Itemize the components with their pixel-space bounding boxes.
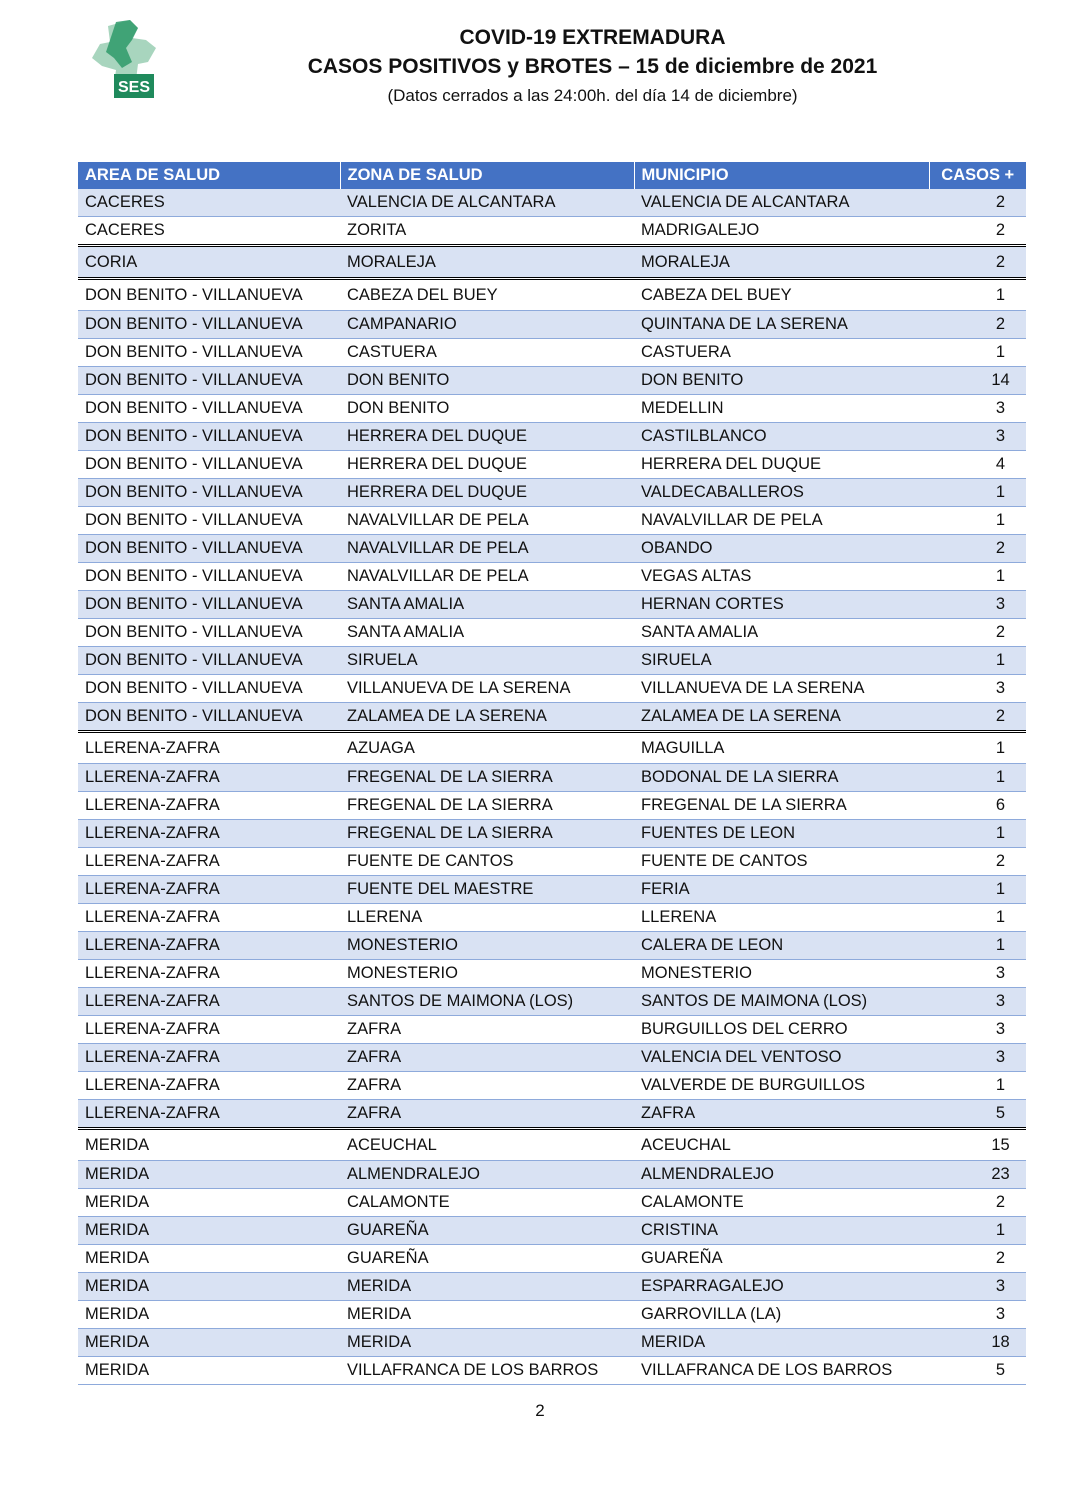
- area-cell: DON BENITO - VILLANUEVA: [78, 619, 340, 647]
- zone-cell: CASTUERA: [340, 339, 634, 367]
- cases-cell: 5: [929, 1357, 1026, 1385]
- cases-cell: 2: [929, 848, 1026, 876]
- table-row: [78, 395, 1026, 423]
- cases-cell: 1: [929, 904, 1026, 932]
- table-row: [78, 1072, 1026, 1100]
- cases-cell: 1: [929, 647, 1026, 675]
- area-cell: DON BENITO - VILLANUEVA: [78, 675, 340, 703]
- municipality-cell: ZAFRA: [634, 1100, 929, 1129]
- table-row: [78, 1245, 1026, 1273]
- zone-cell: ALMENDRALEJO: [340, 1161, 634, 1189]
- cases-cell: 1: [929, 1217, 1026, 1245]
- cases-cell: 1: [929, 1072, 1026, 1100]
- area-cell: MERIDA: [78, 1217, 340, 1245]
- cases-cell: 2: [929, 1245, 1026, 1273]
- ses-cross-logo-icon: [86, 18, 170, 102]
- cases-cell: 3: [929, 1044, 1026, 1072]
- area-cell: MERIDA: [78, 1273, 340, 1301]
- table-row: [78, 423, 1026, 451]
- table-row: [78, 703, 1026, 732]
- municipality-cell: QUINTANA DE LA SERENA: [634, 311, 929, 339]
- zone-cell: VALENCIA DE ALCANTARA: [340, 189, 634, 217]
- cases-cell: 1: [929, 732, 1026, 764]
- cases-cell: 3: [929, 960, 1026, 988]
- municipality-cell: VALENCIA DE ALCANTARA: [634, 189, 929, 217]
- area-cell: DON BENITO - VILLANUEVA: [78, 591, 340, 619]
- area-cell: DON BENITO - VILLANUEVA: [78, 339, 340, 367]
- table-header-row: [78, 162, 1026, 189]
- zone-cell: ZORITA: [340, 217, 634, 246]
- column-header: CASOS +: [929, 162, 1026, 189]
- area-cell: DON BENITO - VILLANUEVA: [78, 563, 340, 591]
- cases-cell: 1: [929, 479, 1026, 507]
- cases-cell: 1: [929, 563, 1026, 591]
- municipality-cell: CRISTINA: [634, 1217, 929, 1245]
- zone-cell: GUAREÑA: [340, 1217, 634, 1245]
- cases-cell: 2: [929, 217, 1026, 246]
- municipality-cell: CALERA DE LEON: [634, 932, 929, 960]
- table-row: [78, 479, 1026, 507]
- cases-table: [78, 162, 1026, 1385]
- ses-logo: [86, 18, 170, 102]
- area-cell: LLERENA-ZAFRA: [78, 876, 340, 904]
- page-subtitle: CASOS POSITIVOS y BROTES – 15 de diciembre de 2021: [307, 55, 878, 78]
- cases-cell: 1: [929, 339, 1026, 367]
- municipality-cell: MAGUILLA: [634, 732, 929, 764]
- table-row: [78, 279, 1026, 311]
- zone-cell: DON BENITO: [340, 367, 634, 395]
- area-cell: MERIDA: [78, 1245, 340, 1273]
- cases-cell: 2: [929, 619, 1026, 647]
- cases-cell: 3: [929, 988, 1026, 1016]
- column-header: AREA DE SALUD: [78, 162, 340, 189]
- area-cell: DON BENITO - VILLANUEVA: [78, 451, 340, 479]
- area-cell: CORIA: [78, 246, 340, 279]
- zone-cell: SANTA AMALIA: [340, 591, 634, 619]
- municipality-cell: FREGENAL DE LA SIERRA: [634, 792, 929, 820]
- zone-cell: MERIDA: [340, 1301, 634, 1329]
- zone-cell: HERRERA DEL DUQUE: [340, 423, 634, 451]
- table-row: [78, 904, 1026, 932]
- cases-cell: 14: [929, 367, 1026, 395]
- municipality-cell: MONESTERIO: [634, 960, 929, 988]
- cases-cell: 1: [929, 820, 1026, 848]
- area-cell: LLERENA-ZAFRA: [78, 904, 340, 932]
- area-cell: DON BENITO - VILLANUEVA: [78, 703, 340, 732]
- cases-cell: 23: [929, 1161, 1026, 1189]
- municipality-cell: SANTOS DE MAIMONA (LOS): [634, 988, 929, 1016]
- table-row: [78, 675, 1026, 703]
- cases-cell: 3: [929, 395, 1026, 423]
- table-row: [78, 1357, 1026, 1385]
- municipality-cell: VALVERDE DE BURGUILLOS: [634, 1072, 929, 1100]
- zone-cell: ZALAMEA DE LA SERENA: [340, 703, 634, 732]
- municipality-cell: VEGAS ALTAS: [634, 563, 929, 591]
- zone-cell: ZAFRA: [340, 1044, 634, 1072]
- municipality-cell: VALENCIA DEL VENTOSO: [634, 1044, 929, 1072]
- area-cell: DON BENITO - VILLANUEVA: [78, 507, 340, 535]
- area-cell: DON BENITO - VILLANUEVA: [78, 479, 340, 507]
- cases-cell: 3: [929, 423, 1026, 451]
- area-cell: LLERENA-ZAFRA: [78, 848, 340, 876]
- municipality-cell: HERNAN CORTES: [634, 591, 929, 619]
- municipality-cell: NAVALVILLAR DE PELA: [634, 507, 929, 535]
- zone-cell: ZAFRA: [340, 1016, 634, 1044]
- cases-cell: 2: [929, 246, 1026, 279]
- table-row: [78, 876, 1026, 904]
- zone-cell: AZUAGA: [340, 732, 634, 764]
- cases-cell: 15: [929, 1129, 1026, 1161]
- zone-cell: CALAMONTE: [340, 1189, 634, 1217]
- cases-cell: 3: [929, 591, 1026, 619]
- table-row: [78, 1129, 1026, 1161]
- area-cell: DON BENITO - VILLANUEVA: [78, 395, 340, 423]
- zone-cell: FREGENAL DE LA SIERRA: [340, 792, 634, 820]
- area-cell: DON BENITO - VILLANUEVA: [78, 535, 340, 563]
- municipality-cell: LLERENA: [634, 904, 929, 932]
- municipality-cell: MORALEJA: [634, 246, 929, 279]
- table-row: [78, 451, 1026, 479]
- table-row: [78, 367, 1026, 395]
- municipality-cell: ALMENDRALEJO: [634, 1161, 929, 1189]
- table-row: [78, 848, 1026, 876]
- area-cell: MERIDA: [78, 1329, 340, 1357]
- cases-cell: 3: [929, 675, 1026, 703]
- column-header: MUNICIPIO: [634, 162, 929, 189]
- municipality-cell: ZALAMEA DE LA SERENA: [634, 703, 929, 732]
- municipality-cell: DON BENITO: [634, 367, 929, 395]
- zone-cell: ZAFRA: [340, 1072, 634, 1100]
- cases-cell: 1: [929, 279, 1026, 311]
- municipality-cell: MERIDA: [634, 1329, 929, 1357]
- table-row: [78, 1329, 1026, 1357]
- table-row: [78, 339, 1026, 367]
- data-note: (Datos cerrados a las 24:00h. del día 14 de diciembre): [387, 86, 798, 105]
- cases-cell: 2: [929, 535, 1026, 563]
- zone-cell: CAMPANARIO: [340, 311, 634, 339]
- cases-cell: 2: [929, 703, 1026, 732]
- table-row: [78, 591, 1026, 619]
- cases-cell: 3: [929, 1273, 1026, 1301]
- municipality-cell: MADRIGALEJO: [634, 217, 929, 246]
- zone-cell: FREGENAL DE LA SIERRA: [340, 764, 634, 792]
- area-cell: LLERENA-ZAFRA: [78, 988, 340, 1016]
- table-row: [78, 619, 1026, 647]
- area-cell: LLERENA-ZAFRA: [78, 1044, 340, 1072]
- zone-cell: MERIDA: [340, 1273, 634, 1301]
- page-title: COVID-19 EXTREMADURA: [459, 26, 726, 49]
- table-row: [78, 764, 1026, 792]
- zone-cell: VILLANUEVA DE LA SERENA: [340, 675, 634, 703]
- table-row: [78, 1044, 1026, 1072]
- zone-cell: MERIDA: [340, 1329, 634, 1357]
- municipality-cell: BURGUILLOS DEL CERRO: [634, 1016, 929, 1044]
- zone-cell: HERRERA DEL DUQUE: [340, 451, 634, 479]
- municipality-cell: CABEZA DEL BUEY: [634, 279, 929, 311]
- table-body: [78, 189, 1026, 1385]
- table-row: [78, 792, 1026, 820]
- table-row: [78, 932, 1026, 960]
- area-cell: LLERENA-ZAFRA: [78, 932, 340, 960]
- zone-cell: NAVALVILLAR DE PELA: [340, 535, 634, 563]
- table-row: [78, 217, 1026, 246]
- area-cell: LLERENA-ZAFRA: [78, 792, 340, 820]
- table-row: [78, 647, 1026, 675]
- area-cell: LLERENA-ZAFRA: [78, 764, 340, 792]
- municipality-cell: FUENTE DE CANTOS: [634, 848, 929, 876]
- area-cell: MERIDA: [78, 1189, 340, 1217]
- municipality-cell: ESPARRAGALEJO: [634, 1273, 929, 1301]
- table-row: [78, 507, 1026, 535]
- cases-cell: 18: [929, 1329, 1026, 1357]
- cases-cell: 2: [929, 311, 1026, 339]
- zone-cell: CABEZA DEL BUEY: [340, 279, 634, 311]
- cases-cell: 3: [929, 1016, 1026, 1044]
- area-cell: MERIDA: [78, 1301, 340, 1329]
- municipality-cell: HERRERA DEL DUQUE: [634, 451, 929, 479]
- cases-cell: 2: [929, 189, 1026, 217]
- logo-text: SES: [117, 79, 151, 96]
- cases-cell: 5: [929, 1100, 1026, 1129]
- table-row: [78, 311, 1026, 339]
- table-row: [78, 1161, 1026, 1189]
- municipality-cell: SIRUELA: [634, 647, 929, 675]
- zone-cell: GUAREÑA: [340, 1245, 634, 1273]
- area-cell: CACERES: [78, 189, 340, 217]
- municipality-cell: BODONAL DE LA SIERRA: [634, 764, 929, 792]
- page-number: 2: [535, 1401, 545, 1420]
- document-header: [160, 24, 1025, 110]
- cases-cell: 1: [929, 932, 1026, 960]
- area-cell: DON BENITO - VILLANUEVA: [78, 647, 340, 675]
- area-cell: MERIDA: [78, 1357, 340, 1385]
- table-row: [78, 732, 1026, 764]
- municipality-cell: VILLANUEVA DE LA SERENA: [634, 675, 929, 703]
- cases-cell: 1: [929, 764, 1026, 792]
- area-cell: LLERENA-ZAFRA: [78, 1100, 340, 1129]
- municipality-cell: CASTILBLANCO: [634, 423, 929, 451]
- zone-cell: DON BENITO: [340, 395, 634, 423]
- municipality-cell: FERIA: [634, 876, 929, 904]
- table-row: [78, 820, 1026, 848]
- cases-cell: 1: [929, 507, 1026, 535]
- cases-cell: 4: [929, 451, 1026, 479]
- municipality-cell: ACEUCHAL: [634, 1129, 929, 1161]
- zone-cell: ACEUCHAL: [340, 1129, 634, 1161]
- table-row: [78, 189, 1026, 217]
- zone-cell: HERRERA DEL DUQUE: [340, 479, 634, 507]
- zone-cell: ZAFRA: [340, 1100, 634, 1129]
- municipality-cell: SANTA AMALIA: [634, 619, 929, 647]
- zone-cell: MORALEJA: [340, 246, 634, 279]
- area-cell: DON BENITO - VILLANUEVA: [78, 423, 340, 451]
- municipality-cell: FUENTES DE LEON: [634, 820, 929, 848]
- municipality-cell: VALDECABALLEROS: [634, 479, 929, 507]
- municipality-cell: CASTUERA: [634, 339, 929, 367]
- table-row: [78, 535, 1026, 563]
- zone-cell: NAVALVILLAR DE PELA: [340, 507, 634, 535]
- municipality-cell: MEDELLIN: [634, 395, 929, 423]
- cases-cell: 2: [929, 1189, 1026, 1217]
- municipality-cell: CALAMONTE: [634, 1189, 929, 1217]
- municipality-cell: VILLAFRANCA DE LOS BARROS: [634, 1357, 929, 1385]
- area-cell: MERIDA: [78, 1161, 340, 1189]
- zone-cell: LLERENA: [340, 904, 634, 932]
- table-row: [78, 960, 1026, 988]
- area-cell: DON BENITO - VILLANUEVA: [78, 279, 340, 311]
- cases-cell: 1: [929, 876, 1026, 904]
- zone-cell: SANTOS DE MAIMONA (LOS): [340, 988, 634, 1016]
- area-cell: LLERENA-ZAFRA: [78, 1072, 340, 1100]
- municipality-cell: GUAREÑA: [634, 1245, 929, 1273]
- zone-cell: MONESTERIO: [340, 960, 634, 988]
- municipality-cell: OBANDO: [634, 535, 929, 563]
- column-header: ZONA DE SALUD: [340, 162, 634, 189]
- area-cell: MERIDA: [78, 1129, 340, 1161]
- zone-cell: FUENTE DE CANTOS: [340, 848, 634, 876]
- zone-cell: VILLAFRANCA DE LOS BARROS: [340, 1357, 634, 1385]
- zone-cell: NAVALVILLAR DE PELA: [340, 563, 634, 591]
- table-row: [78, 1100, 1026, 1129]
- area-cell: DON BENITO - VILLANUEVA: [78, 367, 340, 395]
- zone-cell: FREGENAL DE LA SIERRA: [340, 820, 634, 848]
- cases-cell: 3: [929, 1301, 1026, 1329]
- zone-cell: MONESTERIO: [340, 932, 634, 960]
- table-row: [78, 246, 1026, 279]
- zone-cell: FUENTE DEL MAESTRE: [340, 876, 634, 904]
- table-row: [78, 1189, 1026, 1217]
- area-cell: LLERENA-ZAFRA: [78, 820, 340, 848]
- table-row: [78, 1273, 1026, 1301]
- area-cell: CACERES: [78, 217, 340, 246]
- cases-cell: 6: [929, 792, 1026, 820]
- area-cell: LLERENA-ZAFRA: [78, 1016, 340, 1044]
- table-row: [78, 1301, 1026, 1329]
- area-cell: LLERENA-ZAFRA: [78, 732, 340, 764]
- table-row: [78, 563, 1026, 591]
- municipality-cell: GARROVILLA (LA): [634, 1301, 929, 1329]
- table-row: [78, 988, 1026, 1016]
- zone-cell: SANTA AMALIA: [340, 619, 634, 647]
- table-row: [78, 1016, 1026, 1044]
- area-cell: DON BENITO - VILLANUEVA: [78, 311, 340, 339]
- table-row: [78, 1217, 1026, 1245]
- zone-cell: SIRUELA: [340, 647, 634, 675]
- area-cell: LLERENA-ZAFRA: [78, 960, 340, 988]
